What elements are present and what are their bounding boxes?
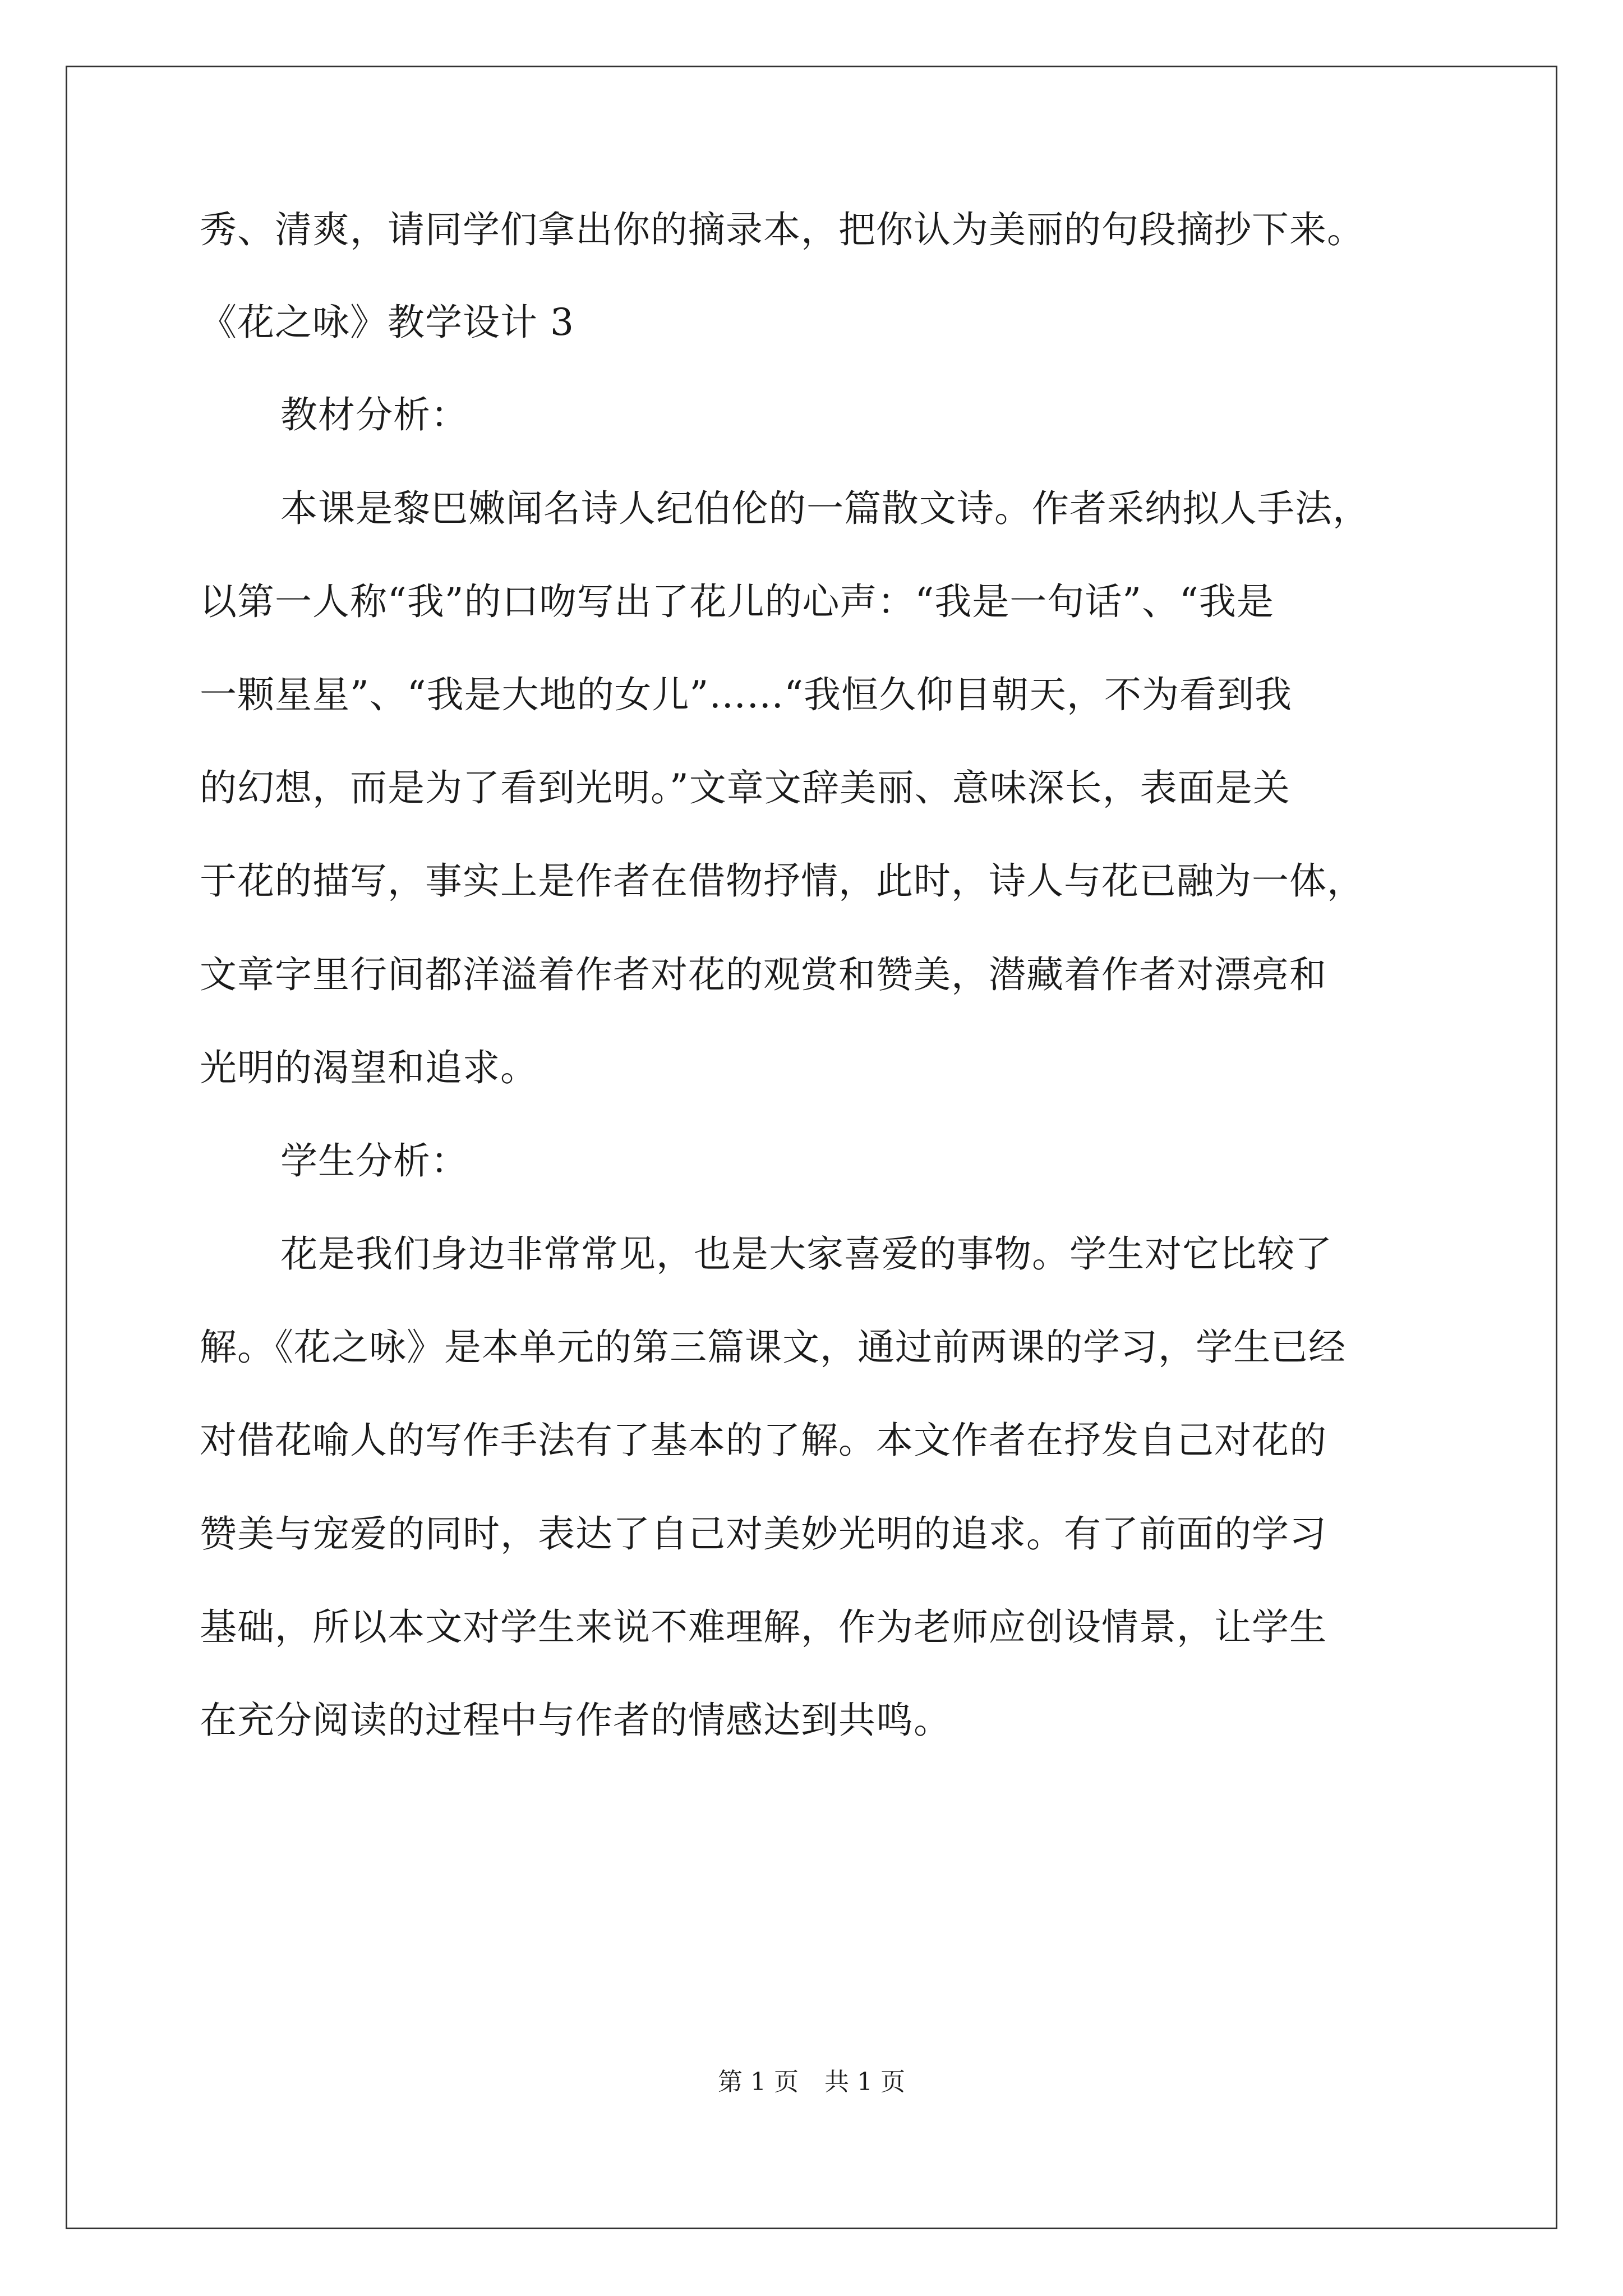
body-line: 对借花喻人的写作手法有了基本的了解。本文作者在抒发自己对花的	[200, 1419, 1327, 1462]
page-total: 共 1 页	[824, 2068, 905, 2096]
body-line: 赞美与宠爱的同时，表达了自己对美妙光明的追求。有了前面的学习	[200, 1512, 1327, 1556]
section-title: 《花之咏》教学设计 3	[200, 301, 574, 344]
body-line: 解。《花之咏》是本单元的第三篇课文，通过前两课的学习，学生已经	[200, 1326, 1346, 1369]
body-line: 秀、清爽，请同学们拿出你的摘录本，把你认为美丽的句段摘抄下来。	[200, 208, 1364, 251]
body-line: 以第一人称“我”的口吻写出了花儿的心声：“我是一句话”、“我是	[200, 580, 1274, 623]
page-number: 第 1 页	[718, 2068, 799, 2096]
body-line: 于花的描写，事实上是作者在借物抒情，此时，诗人与花已融为一体，	[200, 859, 1364, 903]
section-heading: 学生分析：	[280, 1139, 468, 1182]
body-line: 本课是黎巴嫩闻名诗人纪伯伦的一篇散文诗。作者采纳拟人手法，	[280, 487, 1370, 530]
body-line: 的幻想，而是为了看到光明。”文章文辞美丽、意味深长，表面是关	[200, 766, 1290, 809]
page-footer	[0, 2065, 1623, 2099]
body-line: 一颗星星”、“我是大地的女儿”……“我恒久仰目朝天，不为看到我	[200, 673, 1292, 716]
body-line: 在充分阅读的过程中与作者的情感达到共鸣。	[200, 1699, 951, 1742]
body-line: 光明的渴望和追求。	[200, 1046, 538, 1089]
section-heading: 教材分析：	[280, 393, 468, 436]
body-line: 基础，所以本文对学生来说不难理解，作为老师应创设情景，让学生	[200, 1605, 1327, 1649]
body-line: 花是我们身边非常常见，也是大家喜爱的事物。学生对它比较了	[280, 1232, 1332, 1276]
body-line: 文章字里行间都洋溢着作者对花的观赏和赞美，潜藏着作者对漂亮和	[200, 953, 1327, 996]
